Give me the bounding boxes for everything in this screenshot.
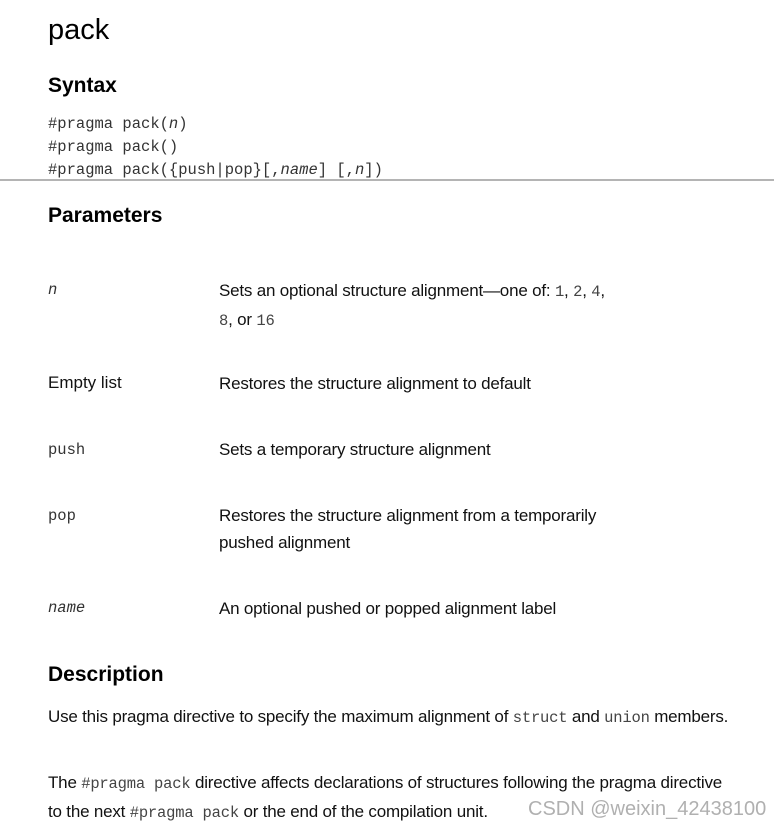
param-name-pop: pop — [48, 507, 76, 525]
inline-code: #pragma pack — [129, 804, 239, 822]
desc-text: Restores the structure alignment from a temporarily — [219, 506, 597, 525]
syntax-line-1 — [48, 113, 188, 136]
desc-text: The — [48, 773, 82, 792]
description-heading: Description — [48, 663, 164, 686]
code-arg: n — [354, 161, 365, 179]
inline-code: union — [604, 709, 650, 727]
watermark: CSDN @weixin_42438100 — [528, 798, 767, 820]
inline-code: struct — [512, 709, 568, 727]
inline-code: #pragma pack — [81, 775, 191, 793]
code-text: #pragma pack({push|pop}[, — [48, 161, 281, 179]
param-desc-n: Sets an optional structure alignment—one of: 1, 2, 4, 8, or 16 — [219, 281, 605, 330]
description-paragraph-1 — [48, 703, 738, 732]
parameters-heading: Parameters — [48, 204, 163, 227]
desc-text: pushed alignment — [219, 533, 351, 552]
desc-text: Use this pragma directive to specify the maximum alignment of — [48, 707, 513, 726]
code-arg: n — [168, 115, 179, 133]
value-code: 2 — [573, 283, 583, 301]
value-code: 4 — [591, 283, 601, 301]
desc-text: members. — [649, 707, 729, 726]
param-name-empty-list: Empty list — [48, 373, 122, 392]
value-code: 1 — [554, 283, 565, 301]
value-code: 16 — [256, 312, 275, 330]
desc-text: or the end of the compilation unit. — [238, 802, 488, 821]
desc-text: directive affects declarations of structures following the pragma directive to the next — [48, 773, 723, 821]
code-text: #pragma pack( — [48, 115, 169, 133]
value-code: 8 — [219, 312, 229, 330]
desc-text: and — [567, 707, 605, 726]
page-title: pack — [48, 14, 110, 46]
syntax-line-2: #pragma pack() — [48, 138, 179, 156]
code-text: ] [, — [317, 161, 355, 179]
code-text: ) — [178, 115, 188, 133]
code-text: ]) — [364, 161, 383, 179]
desc-text: Sets an optional structure alignment—one of: — [219, 281, 555, 300]
syntax-heading: Syntax — [48, 74, 117, 97]
divider — [0, 179, 774, 181]
param-desc-name: An optional pushed or popped alignment label — [219, 599, 557, 618]
param-name-push: push — [48, 441, 86, 459]
param-name-n: n — [48, 281, 58, 299]
param-desc-pop — [219, 502, 679, 556]
code-arg: name — [280, 161, 318, 179]
param-desc-empty-list: Restores the structure alignment to default — [219, 374, 531, 393]
param-desc-push: Sets a temporary structure alignment — [219, 440, 491, 459]
desc-text: or — [237, 310, 252, 329]
param-name-name: name — [48, 599, 86, 617]
